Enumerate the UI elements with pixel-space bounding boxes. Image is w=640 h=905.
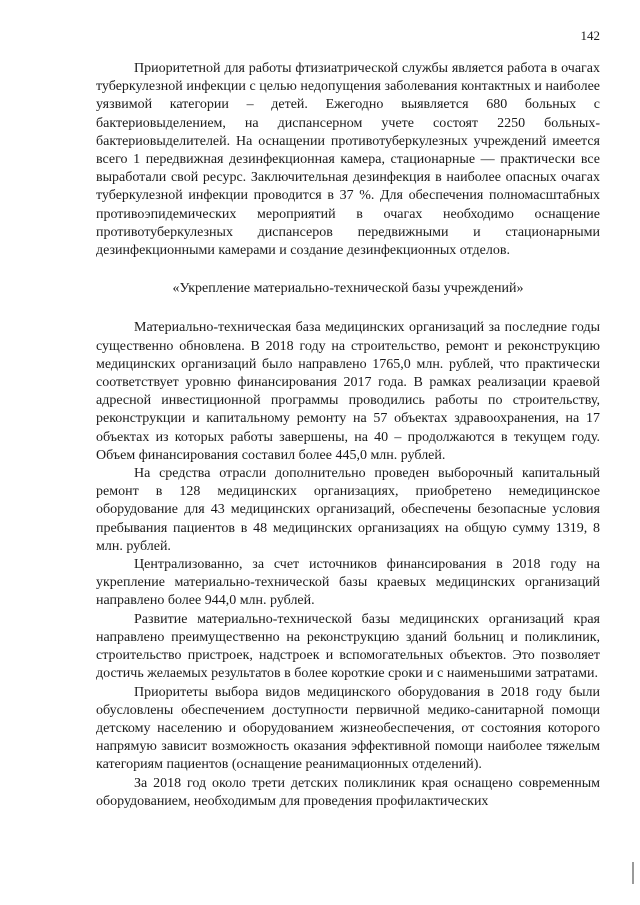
page-number: 142 (580, 28, 600, 43)
paragraph-centralized-funding: Централизованно, за счет источников финансирования в 2018 году на укрепление материально-технической базы краевых медицинских организаций направлено более 944,0 млн. рублей. (96, 557, 600, 609)
scan-edge-mark (632, 862, 634, 884)
section-heading: «Укрепление материально-технической базы учреждений» (172, 281, 524, 297)
paragraph-capital-repair: На средства отрасли дополнительно проведен выборочный капитальный ремонт в 128 медицинских организациях, приобретено немедицинское оборудование для 43 медицинских организаций, обеспечены безопасные условия пребывания пациентов в 48 медицинских организациях на общую сумму 1319, 8 млн. рублей. (96, 466, 600, 554)
paragraph-material-base: Материально-техническая база медицинских организаций за последние годы существенно обновлена. В 2018 году на строительство, ремонт и реконструкцию медицинских организаций было направлено 1765,0 млн. рублей, что практически соответствует уровню финансирования 2017 года. В рамках реализации краевой адресной инвестиционной программы проводились работы по строительству, реконструкции и капитальному ремонту на 57 объектах здравоохранения, на 17 объектах из которых работы завершены, на 40 – продолжаются в текущем году. Объем финансирования составил более 445,0 млн. рублей. (96, 320, 600, 463)
paragraph-development: Развитие материально-технической базы медицинских организаций края направлено преимущественно на реконструкцию зданий больниц и поликлиник, строительство пристроек, надстроек и вспомогательных объектов. Это позволяет достичь желаемых результатов в более короткие сроки и с наименьшими затратами. (96, 611, 600, 682)
paragraph-polyclinics: За 2018 год около трети детских поликлиник края оснащено современным оборудованием, необходимым для проведения профилактических (96, 775, 600, 809)
paragraph-equipment-priorities: Приоритеты выбора видов медицинского оборудования в 2018 году были обусловлены обеспечением доступности первичной медико-санитарной помощи детскому населению и оборудованием жизнеобеспечения, от состояния которого напрямую зависит возможность оказания эффективной помощи наиболее тяжелым категориям пациентов (оснащение реанимационных отделений). (96, 684, 600, 773)
paragraph-tb-foci: Приоритетной для работы фтизиатрической службы является работа в очагах туберкулезной инфекции с целью недопущения заболевания контактных и наиболее уязвимой категории – детей. Ежегодно выявляется 680 больных с бактериовыделением, на диспансерном учете состоят 2250 больных-бактериовыделителей. На оснащении противотуберкулезных учреждений имеется всего 1 передвижная дезинфекционная камера, стационарные — практически все выработали свой ресурс. Заключительная дезинфекция в наиболее опасных очагах туберкулезной инфекции проводится в 37 %. Для обеспечения полномасштабных противоэпидемических мероприятий в очагах необходимо оснащение противотуберкулезных диспансеров передвижными и стационарными дезинфекционными камерами и создание дезинфекционных отделов. (96, 61, 600, 259)
document-body (96, 60, 600, 811)
